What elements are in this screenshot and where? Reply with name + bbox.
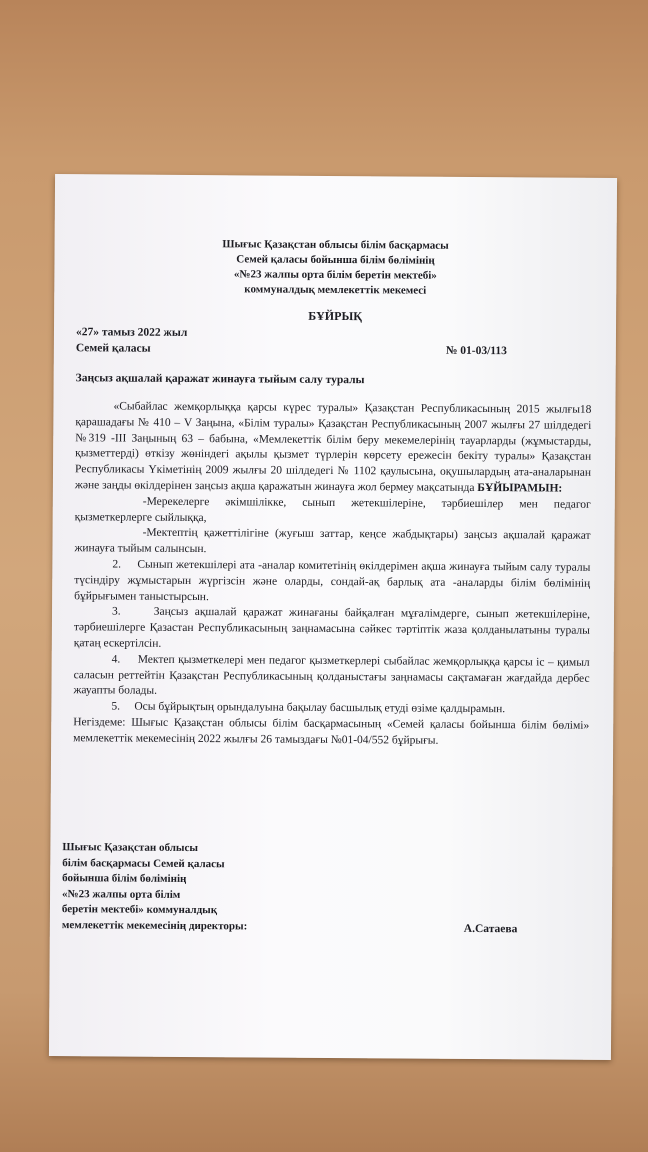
order-item-4 xyxy=(73,652,589,703)
signature-line-5: беретін мектебі» коммуналдық xyxy=(61,903,218,917)
document-date: «27» тамыз 2022 жыл xyxy=(75,326,188,339)
signature-line-2: білім басқармасы Семей қаласы xyxy=(62,856,225,870)
signature-line-4: «№23 жалпы орта білім xyxy=(62,887,181,901)
document-city: Семей қаласы xyxy=(75,342,151,355)
item-number: 2. xyxy=(112,558,122,571)
signatory-name: А.Сатаева xyxy=(463,922,518,936)
document-subject: Заңсыз ақшалай қаражат жинауға тыйым салу туралы xyxy=(75,372,365,387)
item-text: Осы бұйрықтың орындалуына бақылау басшылық етуді өзіме қалдырамын. xyxy=(134,700,506,716)
letterhead-line-1: Шығыс Қазақстан облысы білім басқармасы xyxy=(222,238,449,252)
order-bullet-1: -Мерекелерге әкімшілікке, сынып жетекшілеріне, тәрбиешілер мен педагог қызметкерлерге сыйлыққа, xyxy=(74,495,591,524)
item-text: Заңсыз ақшалай қаражат жинағаны байқалған мұғалімдерге, сынып жетекшілеріне, тәрбиешілерге Қазастан Республикасының заңнамасына сәйкес тәртіптік жаза қолданылатыны туралы қатаң ескертілсін. xyxy=(73,606,591,650)
order-item-2 xyxy=(74,557,590,608)
item-text: Сынып жетекшілері ата -аналар комитетінің өкілдерімен ақша жинауға тыйым салу туралы түсіндіру жұмыстарын жүргізсін және оларды, сондай-ақ барлық ата -аналарды білім бөлімінің бұйрығымен таныстырсын. xyxy=(74,558,591,603)
order-bullet-2: -Мектептің қажеттілігіне (жуғыш заттар, кеңсе жабдықтары) заңсыз ақшалай қаражат жинауға тыйым салынсын. xyxy=(74,527,591,556)
document-title: БҰЙРЫҚ xyxy=(308,308,363,324)
order-word: БҰЙЫРАМЫН: xyxy=(477,481,563,495)
signature-block xyxy=(62,840,248,934)
letterhead xyxy=(54,236,616,300)
document-number: № 01-03/113 xyxy=(445,344,507,358)
item-number: 4. xyxy=(111,653,121,666)
item-number: 3. xyxy=(111,605,121,618)
order-item-3 xyxy=(74,605,590,656)
preamble-text: «Сыбайлас жемқорлыққа қарсы күрес туралы» Қазақстан Республикасының 2015 жылғы18 қарашадағы № 410 – V Заңына, «Білім туралы» Қазақстан Республикасының 2007 жылғы 27 шілдедегі №319 -ІІІ Заңының 63 – бабына, «Мемлекеттік білім беру мекемелерінің тауарларды (жұмыстарды, қызметтерді) өткізу жөніндегі ақылы қызмет түрлерін көрсету ережесін бекіту туралы» Қазақстан Республикасы Үкіметінің 2009 жылғы 20 шілдедегі № 1102 қаулысына, оқушылардың ата-аналарынан және заңды өкілдерінен заңсыз ақша қаражатын жинауға жол бермеу мақсатында xyxy=(74,400,592,494)
basis-paragraph: Негіздеме: Шығыс Қазақстан облысы білім басқармасының «Семей қаласы бойынша білім бөлімі» мемлекеттік мекемесінің 2022 жылғы 26 тамыздағы №01-04/552 бұйрығы. xyxy=(73,716,590,747)
item-text: Мектеп қызметкелері мен педагог қызметкерлері сыбайлас жемқорлыққа қарсы іс – қимыл саласын реттейтін Қазақстан Республикасының қолданыстағы заңнамасы сақтамаған жағдайда дербес жауапты болады. xyxy=(73,653,590,698)
letterhead-line-4: коммуналдық мемлекеттік мекемесі xyxy=(244,283,427,297)
document-page xyxy=(49,174,617,1060)
signature-line-1: Шығыс Қазақстан облысы xyxy=(62,841,199,855)
preamble-paragraph xyxy=(75,399,592,497)
letterhead-line-3: «№23 жалпы орта білім беретін мектебі» xyxy=(233,268,437,282)
signature-line-3: бойынша білім бөлімінің xyxy=(62,872,187,885)
signature-line-6: мемлекеттік мекемесінің директоры: xyxy=(61,918,248,932)
document-body xyxy=(73,399,591,750)
letterhead-line-2: Семей қаласы бойынша білім бөлімінің xyxy=(236,253,435,267)
item-number: 5. xyxy=(111,700,121,713)
